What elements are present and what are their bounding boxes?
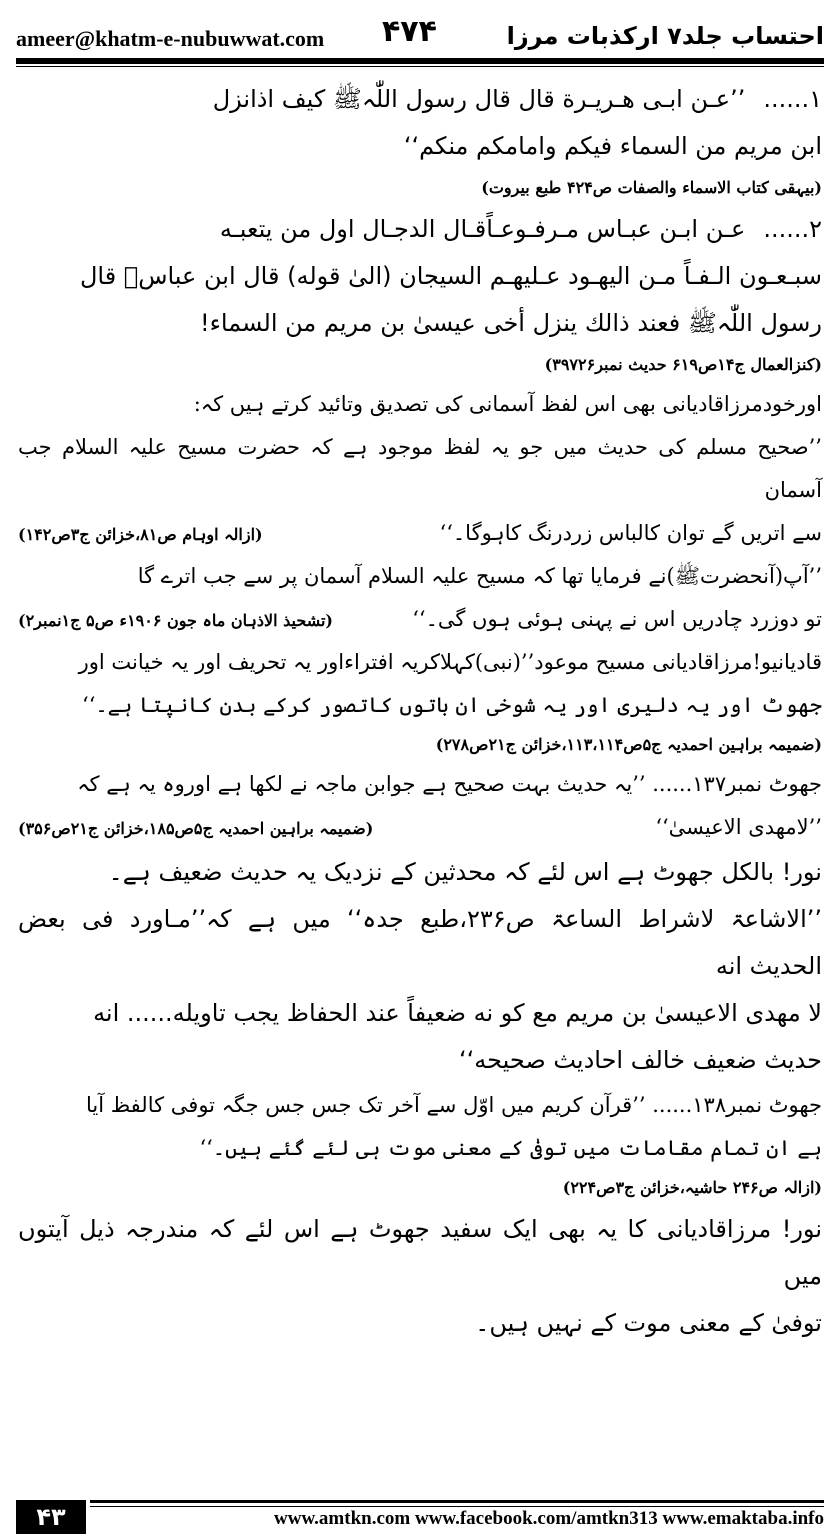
hadith1-text1: ’’عـن ابـى هـريـرة قال قال رسول اللّٰہﷺ كيف اذانزل	[212, 85, 746, 113]
hadith2-number: ۲......	[763, 215, 822, 243]
hadith2-line1	[18, 206, 822, 253]
lie138-line2: ہے ان تمام مقامات میں توفیٰ کے معنی موت ہی لئے گئے ہیں۔‘‘	[199, 1136, 822, 1160]
lie137-noor-line1: نور! بالکل جھوٹ ہے اس لئے کہ محدثین کے نزدیک یہ حدیث ضعیف ہے۔	[108, 858, 822, 886]
header-rule-thin	[16, 66, 824, 67]
lie137-line2-row	[18, 806, 822, 849]
mirza-quote3-line1: قادیانیو!مرزاقادیانی مسیح موعود’’(نبی)کہلاکریہ افتراءاور یہ تحریف اور یہ خیانت اور	[78, 650, 822, 674]
page-body	[18, 76, 822, 1347]
footer-links: www.amtkn.com www.facebook.com/amtkn313 www.emaktaba.info	[274, 1508, 824, 1529]
lie138-noor-line2: توفیٰ کے معنی موت کے نہیں ہیں۔	[475, 1309, 822, 1337]
header-email: ameer@khatm-e-nubuwwat.com	[16, 26, 325, 51]
lie137-line1: جھوٹ نمبر۱۳۷...... ’’یہ حدیث بہت صحیح ہے جوابن ماجہ نے لکھا ہے اوروہ یہ ہے کہ	[77, 772, 822, 796]
mirza-quote1-line2: سے اتریں گے توان کالباس زردرنگ کاہوگا۔‘‘	[439, 521, 822, 545]
hadith1-line1	[18, 76, 822, 123]
mirza-quote2-ref: (تشحیذ الاذہان ماہ جون ۱۹۰۶ء ص۵ ج۱نمبر۲)	[18, 611, 333, 630]
hadith1-number: ۱......	[763, 85, 822, 113]
hadith1-ref: (بیہقی کتاب الاسماء والصفات ص۴۲۴ طبع بیروت)	[481, 178, 822, 197]
page-footer	[16, 1500, 824, 1534]
lie137-noor-line2: ’’الاشاعۃ لاشراط الساعۃ ص۲۳۶،طبع جدہ‘‘ میں ہے کہ’’مـاورد فى بعض الحديث انه	[18, 905, 822, 980]
mirza-quote3-line2: جھوٹ اور یہ دلیری اور یہ شوخی ان باتوں کاتصور کرکے بدن کانپتا ہے۔‘‘	[82, 693, 822, 717]
mirza-intro: اورخودمرزاقادیانی بھی اس لفظ آسمانی کی تصدیق وتائید کرتے ہیں کہ:	[193, 392, 822, 416]
header-book-title: احتساب جلد۷ ارکذبات مرزا	[506, 22, 824, 50]
hadith2-line2: سبـعـون الـفـاً مـن اليهـود عـليهـم السيجان (الىٰ قوله) قال ابن عباسؓ قال	[79, 262, 822, 290]
mirza-quote2-line1: ’’آپ(آنحضرتﷺ)نے فرمایا تھا کہ مسیح علیہ السلام آسمان پر سے جب اترے گا	[137, 564, 822, 588]
mirza-quote3-ref: (ضمیمہ براہین احمدیہ ج۵ص۱۱۳،۱۱۴،خزائن ج۲۱ص۲۷۸)	[435, 735, 822, 754]
hadith2-text1: عـن ابـن عبـاس مـرفـوعـاًقـال الدجـال اول من يتعبـه	[219, 215, 746, 243]
footer-rule	[90, 1500, 824, 1503]
mirza-quote1-line2-row	[18, 512, 822, 555]
mirza-quote1-ref: (ازالہ اوہام ص۸۱،خزائن ج۳ص۱۴۲)	[18, 525, 263, 544]
lie138-ref: (ازالہ ص۲۴۶ حاشیہ،خزائن ج۳ص۲۲۴)	[562, 1178, 822, 1197]
page-header	[16, 8, 824, 58]
lie137-ref: (ضمیمہ براہین احمدیہ ج۵ص۱۸۵،خزائن ج۲۱ص۳۵۶)	[18, 819, 374, 838]
lie137-line2: ’’لامهدى الاعيسىٰ‘‘	[655, 815, 822, 839]
footer-page-number: ۴۳	[16, 1500, 86, 1534]
mirza-quote2-line2-row	[18, 598, 822, 641]
mirza-quote2-line2: تو دوزرد چادریں اس نے پہنی ہوئی ہوں گی۔‘‘	[412, 607, 822, 631]
hadith2-ref: (کنزالعمال ج۱۴ص۶۱۹ حدیث نمبر۳۹۷۲۶)	[544, 355, 822, 374]
lie137-noor-line3: لا مهدى الاعيسىٰ بن مريم مع كو نه ضعيفاً عند الحفاظ يجب تاويله...... انه	[93, 999, 822, 1027]
lie138-line1: جھوٹ نمبر۱۳۸...... ’’قرآن کریم میں اوّل سے آخر تک جس جس جگہ توفی کالفظ آیا	[86, 1093, 822, 1117]
header-rule	[16, 58, 824, 64]
mirza-quote1-line1: ’’صحیح مسلم کی حدیث میں جو یہ لفظ موجود ہے کہ حضرت مسیح علیہ السلام جب آسمان	[18, 435, 822, 502]
hadith2-line3: رسول اللّٰہﷺ فعند ذالك ينزل أخى عيسىٰ بن مريم من السماء!	[200, 309, 822, 337]
hadith1-line2: ابن مريم من السماء فيكم وامامكم منكم‘‘	[403, 132, 822, 160]
header-page-number: ۴۷۴	[382, 14, 437, 49]
lie138-noor-line1: نور! مرزاقادیانی کا یہ بھی ایک سفید جھوٹ ہے اس لئے کہ مندرجہ ذیل آیتوں میں	[18, 1215, 822, 1290]
footer-rule-thin	[90, 1506, 824, 1507]
lie137-noor-line4: حديث ضعيف خالف احاديث صحيحه‘‘	[458, 1046, 822, 1074]
